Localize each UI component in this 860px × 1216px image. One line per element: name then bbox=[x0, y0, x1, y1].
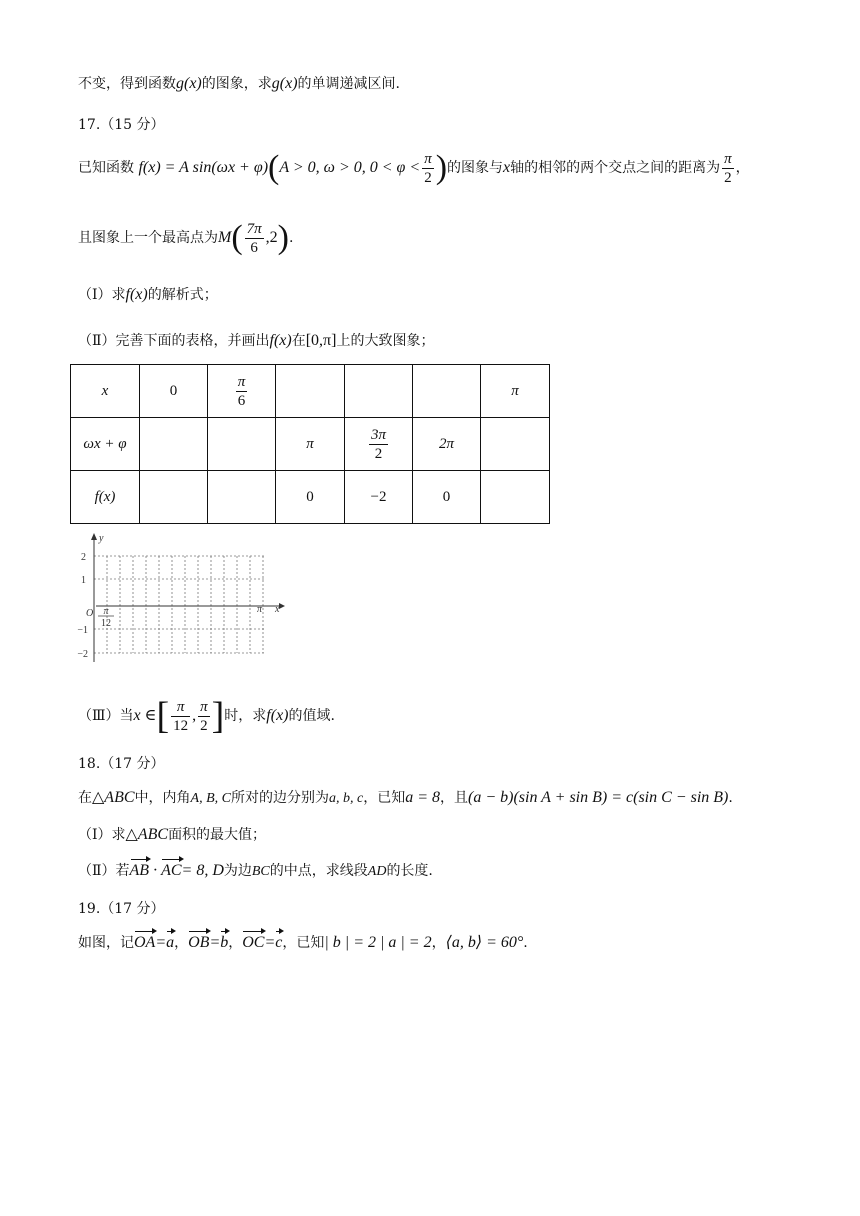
table-cell bbox=[413, 365, 481, 418]
x-tick-pi-label: π bbox=[103, 606, 109, 617]
x-tick-12-label: 12 bbox=[101, 618, 111, 629]
y-axis-arrow bbox=[91, 533, 97, 540]
text: 已知函数 bbox=[78, 160, 134, 176]
paren: ( bbox=[268, 149, 280, 186]
math-fx: f(x) bbox=[266, 707, 289, 724]
condition: A > 0, ω > 0, 0 < φ < bbox=[279, 159, 421, 176]
table-cell bbox=[345, 365, 413, 418]
math-x: x bbox=[503, 159, 511, 176]
table-cell: 2π bbox=[413, 418, 481, 471]
y-tick-neg2: −2 bbox=[77, 649, 88, 660]
table-row-x bbox=[71, 365, 550, 418]
y-tick-neg1: −1 bbox=[77, 625, 88, 636]
q17-header: 17.（15 分） bbox=[78, 117, 165, 133]
row-header-fx: f(x) bbox=[71, 471, 140, 524]
q17-part1: （Ⅰ）求f(x)的解析式； bbox=[78, 286, 218, 303]
x-end-label: π bbox=[257, 604, 263, 615]
q18-part1: （Ⅰ）求△ABC面积的最大值； bbox=[78, 826, 267, 843]
table-cell-pi-6: $\frac{\pi}{6}$ bbox=[208, 365, 276, 418]
table-cell bbox=[481, 471, 550, 524]
math-fx: f(x) bbox=[269, 332, 292, 349]
table-cell: 0 bbox=[140, 365, 208, 418]
math-in: x ∈ bbox=[133, 707, 157, 724]
fraction-pi-2: $\frac{\pi}{2}$ bbox=[724, 150, 732, 186]
fraction-pi-2: $\frac{\pi}{2}$ bbox=[424, 150, 432, 186]
q17-part3: （Ⅲ）当x ∈[ $\frac{\pi}{12}$ , $\frac{\pi}{2}$ ]时，求f(x)的值域. bbox=[78, 695, 335, 737]
math-fx: f(x) bbox=[125, 286, 148, 303]
table-cell: 0 bbox=[413, 471, 481, 524]
table-row-phase bbox=[71, 418, 550, 471]
y-tick-1: 1 bbox=[81, 575, 86, 586]
table-cell: 0 bbox=[276, 471, 345, 524]
math-interval: [0,π] bbox=[305, 332, 337, 349]
table-cell: π bbox=[276, 418, 345, 471]
table-cell bbox=[140, 471, 208, 524]
fraction-pi-12: $\frac{\pi}{12}$ bbox=[173, 698, 189, 734]
coordinate-grid bbox=[74, 530, 294, 670]
function-expression: f(x) = A sin(ωx + φ) bbox=[138, 159, 269, 176]
table-row-fx bbox=[71, 471, 550, 524]
q17-max-point: 且图象上一个最高点为M( $\frac{7\pi}{6}$ ,2). bbox=[78, 219, 294, 256]
q18-stem: 在△ABC中，内角A, B, C所对的边分别为a, b, c，已知a = 8，且(a − b)(sin A + sin B) = c(sin C − sin B). bbox=[78, 789, 733, 806]
table-cell bbox=[208, 471, 276, 524]
math-M: M bbox=[218, 229, 232, 246]
paren: ) bbox=[435, 149, 448, 186]
x-axis-arrow bbox=[279, 603, 285, 609]
text: 且图象上一个最高点为 bbox=[78, 230, 218, 246]
q19-stem: 如图，记OA=a，OB=b，OC=c，已知| b | = 2 | a | = 2，⟨a, b⟩ = 60°. bbox=[78, 934, 528, 951]
y-tick-2: 2 bbox=[81, 552, 86, 563]
math-g: g(x) bbox=[271, 75, 298, 92]
fraction-pi-2: $\frac{\pi}{2}$ bbox=[200, 698, 208, 734]
y-axis-label: y bbox=[99, 533, 104, 544]
row-header-x: x bbox=[71, 365, 140, 418]
math-g: g(x) bbox=[176, 75, 202, 92]
table-cell bbox=[481, 418, 550, 471]
text: 不变，得到函数 bbox=[78, 76, 176, 92]
table-cell-3pi-2: $\frac{3\pi}{2}$ bbox=[345, 418, 413, 471]
table-cell: π bbox=[481, 365, 550, 418]
continuation-line bbox=[78, 74, 400, 94]
fraction-7pi-6: $\frac{7\pi}{6}$ bbox=[246, 220, 262, 256]
table-cell bbox=[276, 365, 345, 418]
value-table bbox=[70, 364, 550, 524]
grid-lines bbox=[94, 556, 264, 653]
x-axis-label: x bbox=[275, 604, 280, 615]
q18-header: 18.（17 分） bbox=[78, 756, 165, 772]
q17-intro: 已知函数 f(x) = A sin(ωx + φ)(A > 0, ω > 0, 0 < φ < $\frac{\pi}{2}$ )的图象与x轴的相邻的两个交点之间的距离为 $\frac{\pi}{2}$ ， bbox=[78, 149, 750, 186]
text: 的单调递减区间. bbox=[297, 76, 400, 92]
table-cell bbox=[140, 418, 208, 471]
q19-header: 19.（17 分） bbox=[78, 901, 165, 917]
q17-part2: （Ⅱ）完善下面的表格，并画出f(x)在[0,π]上的大致图象； bbox=[78, 332, 435, 349]
row-header-phase: ωx + φ bbox=[71, 418, 140, 471]
text: 的图象与 bbox=[447, 160, 504, 176]
text: 的图象，求 bbox=[201, 76, 272, 92]
table-cell bbox=[208, 418, 276, 471]
table-cell: −2 bbox=[345, 471, 413, 524]
origin-label: O bbox=[86, 608, 94, 619]
q18-part2: （Ⅱ）若AB · AC= 8, D为边BC的中点，求线段AD的长度. bbox=[78, 862, 433, 879]
text: 轴的相邻的两个交点之间的距离为 bbox=[510, 160, 721, 176]
